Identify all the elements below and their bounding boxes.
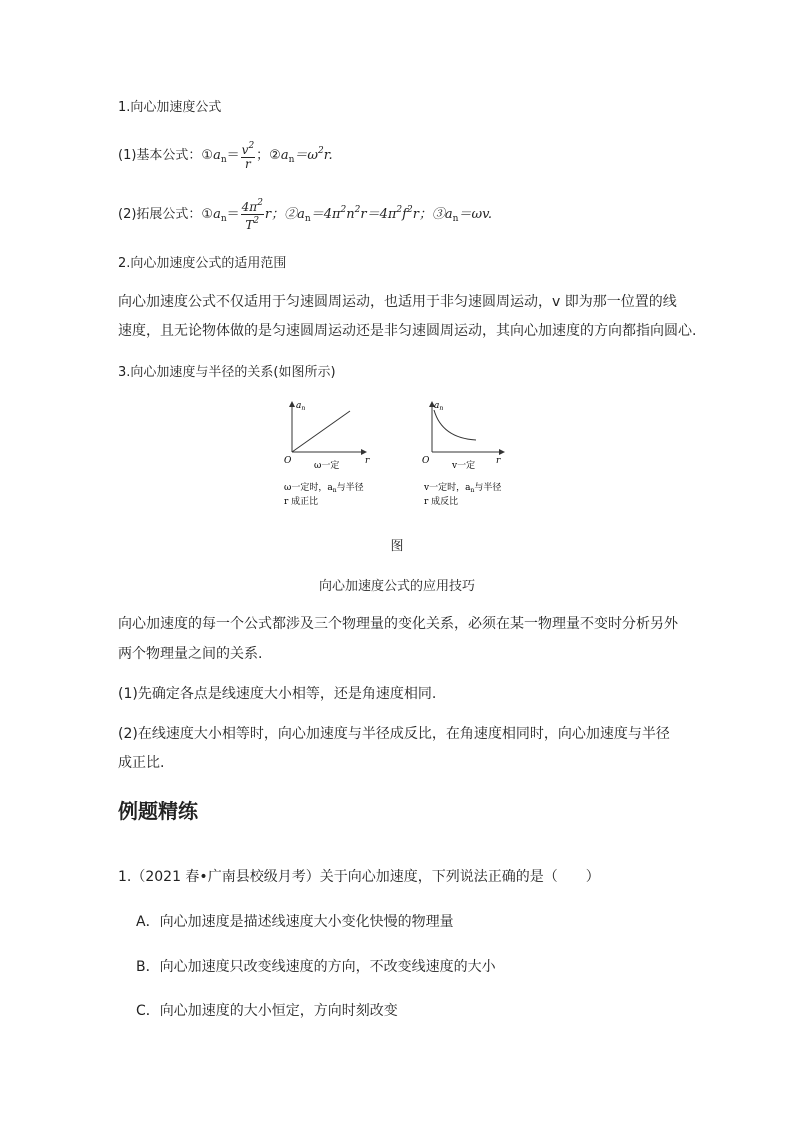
basic-formula-prefix: (1)基本公式：① — [118, 148, 214, 163]
origin-label: O — [422, 456, 430, 466]
proportional-line — [292, 411, 350, 452]
figure-caption: 图 — [390, 539, 404, 554]
origin-label: O — [284, 456, 292, 466]
an-symbol: $a_n$ — [213, 148, 227, 165]
graph-note-line-2: r 成反比 — [424, 497, 459, 507]
hyperbola-curve — [434, 410, 476, 440]
equals-sign-2: ＝ — [226, 207, 240, 222]
tips-paragraph-line-2: 两个物理量之间的关系. — [118, 646, 263, 662]
graph-note-line-2: r 成正比 — [284, 497, 319, 507]
four-pi-squared-over-t-squared-fraction: $\frac{4\pi^2}{T^2}$ — [241, 198, 263, 232]
section-2-paragraph-line-2: 速度，且无论物体做的是匀速圆周运动还是非匀速圆周运动，其向心加速度的方向都指向圆心. — [118, 323, 697, 339]
section-3-title: 3.向心加速度与半径的关系(如图所示) — [118, 365, 336, 380]
inverse-proportion-graph — [420, 396, 520, 510]
extended-formula-line — [118, 197, 492, 232]
an-symbol-2: $a_n$ — [280, 148, 295, 165]
question-1-option-c: C．向心加速度的大小恒定，方向时刻改变 — [136, 1003, 398, 1019]
extended-formula-prefix: (2)拓展公式：① — [118, 207, 214, 222]
an-symbol-4: $a_n$ — [297, 207, 311, 224]
omega-expression: $=\omega^2r$. — [294, 146, 333, 163]
equals-sign: ＝ — [226, 148, 240, 163]
y-axis-label: $a_n$ — [296, 401, 306, 412]
basic-formula-separator: ；② — [256, 148, 281, 163]
extended-r-sep: r；② — [264, 207, 298, 222]
graph-note-line-1: ω一定时，$a_n$与半径 — [284, 483, 364, 494]
question-1-stem: 1.（2021 春•广南县校级月考）关于向心加速度，下列说法正确的是（ ） — [118, 869, 600, 885]
v-squared-over-r-fraction: $\frac{v^2}{r}$ — [241, 141, 255, 171]
section-2-paragraph-line-1: 向心加速度公式不仅适用于匀速圆周运动，也适用于非匀速圆周运动，v 即为那一位置的线 — [118, 294, 677, 310]
examples-heading: 例题精练 — [118, 799, 198, 823]
tips-point-1: (1)先确定各点是线速度大小相等，还是角速度相同. — [118, 686, 437, 702]
x-axis-label: r — [365, 456, 370, 466]
section-1-title: 1.向心加速度公式 — [118, 100, 222, 115]
graph-note-line-1: v一定时，$a_n$与半径 — [424, 483, 502, 494]
basic-formula-line — [118, 140, 333, 171]
section-2-title: 2.向心加速度公式的适用范围 — [118, 256, 287, 271]
axis-caption: ω一定 — [314, 461, 340, 471]
direct-proportion-graph — [280, 396, 380, 510]
tips-point-2-line-1: (2)在线速度大小相等时，向心加速度与半径成反比，在角速度相同时，向心加速度与半径 — [118, 726, 670, 742]
axis-caption: v一定 — [452, 461, 476, 471]
question-1-option-a: A．向心加速度是描述线速度大小变化快慢的物理量 — [136, 914, 454, 930]
y-axis-label: $a_n$ — [434, 401, 444, 412]
question-1-option-b: B．向心加速度只改变线速度的方向，不改变线速度的大小 — [136, 959, 496, 975]
x-axis-label: r — [496, 456, 501, 466]
omega-v-expression: ＝ωv. — [458, 207, 493, 222]
n-squared-expression: $=4\pi^2n^2r=4\pi^2f^2r$；③ — [310, 205, 445, 222]
tips-paragraph-line-1: 向心加速度的每一个公式都涉及三个物理量的变化关系，必须在某一物理量不变时分析另外 — [118, 616, 678, 632]
tips-title: 向心加速度公式的应用技巧 — [318, 579, 475, 594]
an-symbol-5: $a_n$ — [444, 207, 459, 224]
tips-point-2-line-2: 成正比. — [118, 755, 165, 771]
an-symbol-3: $a_n$ — [213, 207, 227, 224]
